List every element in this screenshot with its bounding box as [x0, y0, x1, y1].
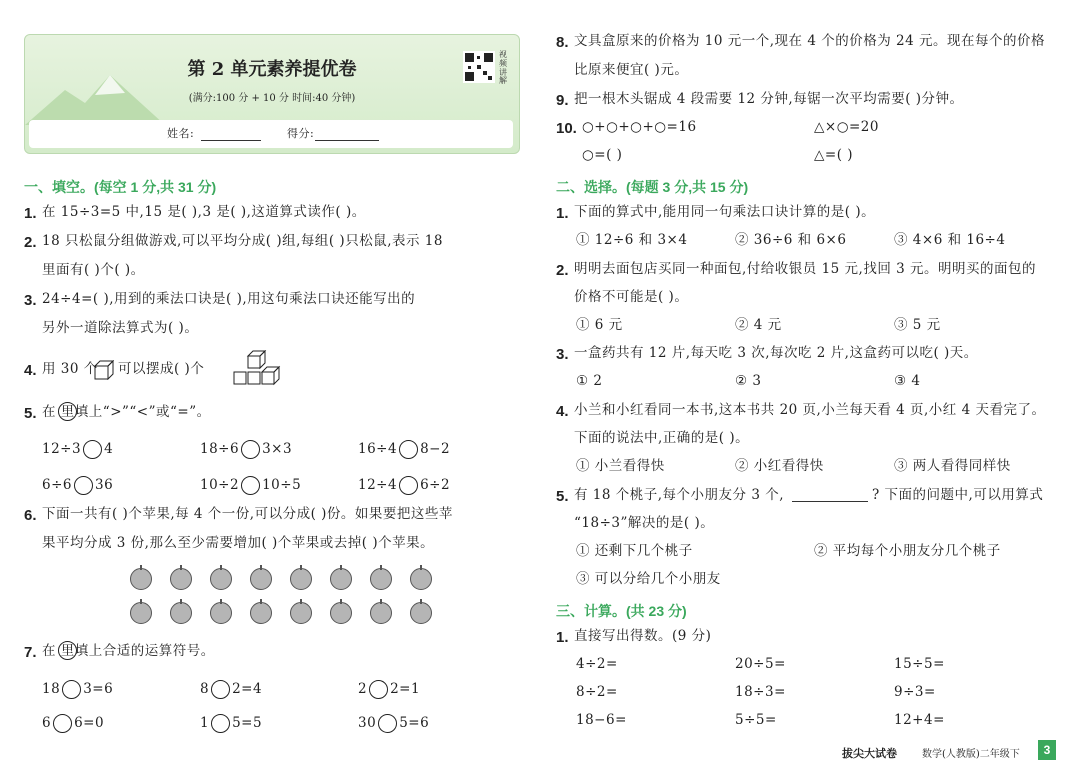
- q4-number: 4.: [24, 362, 37, 379]
- q3-text-a: 24÷4=( ),用到的乘法口诀是( ),用这句乘法口诀还能写出的: [42, 291, 416, 307]
- page-title: 第 2 单元素养提优卷: [187, 59, 357, 80]
- calc-item-9: 12+4=: [894, 712, 945, 728]
- score-field[interactable]: [315, 140, 379, 141]
- q7-circle-sample: [58, 641, 77, 660]
- apple-icon: [170, 568, 192, 590]
- apple-icon: [210, 602, 232, 624]
- small-cube-icon: [94, 360, 114, 380]
- name-field[interactable]: [201, 140, 261, 141]
- q8-text-a: 文具盒原来的价格为 10 元一个,现在 4 个的价格为 24 元。现在每个的价格: [574, 33, 1045, 49]
- q5-circle-sample: [58, 402, 77, 421]
- q5-text: 在 里填上“>”“<”或“=”。: [42, 404, 211, 420]
- apple-icon: [290, 568, 312, 590]
- c2-option-3[interactable]: ③ 5 元: [894, 317, 941, 333]
- c1-option-1[interactable]: ① 12÷6 和 3×4: [576, 232, 688, 248]
- q5-item-3: 16÷4 8−2: [358, 441, 451, 457]
- apple-icon: [130, 602, 152, 624]
- c1-number: 1.: [556, 205, 569, 222]
- q7-item-4: 6 6=0: [42, 715, 105, 731]
- c4-text-b: 下面的说法中,正确的是( )。: [574, 430, 750, 446]
- q3-text-b: 另外一道除法算式为( )。: [42, 320, 199, 336]
- c3-option-2[interactable]: ② 3: [735, 373, 762, 389]
- apple-icon: [330, 602, 352, 624]
- q5-item-1: 12÷3 4: [42, 441, 114, 457]
- q8-number: 8.: [556, 34, 569, 51]
- compare-circle[interactable]: [241, 476, 260, 495]
- q2-text-b: 里面有( )个( )。: [42, 262, 145, 278]
- c5-option-3[interactable]: ③ 可以分给几个小朋友: [576, 571, 721, 587]
- footer-brand: 拔尖大试卷: [842, 748, 897, 760]
- operator-circle[interactable]: [211, 714, 230, 733]
- c5-text-a: 有 18 个桃子,每个小朋友分 3 个,: [574, 487, 785, 503]
- calc-item-8: 5÷5=: [735, 712, 777, 728]
- q3-number: 3.: [24, 292, 37, 309]
- q4-text-a: 用 30 个: [42, 361, 98, 377]
- c3-option-1[interactable]: ① 2: [576, 373, 603, 389]
- q5-item-2: 18÷6 3×3: [200, 441, 293, 457]
- c5-number: 5.: [556, 488, 569, 505]
- q6-number: 6.: [24, 507, 37, 524]
- q7-item-5: 1 5=5: [200, 715, 263, 731]
- page-number: 3: [1038, 740, 1056, 760]
- q2-text-a: 18 只松鼠分组做游戏,可以平均分成( )组,每组( )只松鼠,表示 18: [42, 233, 443, 249]
- apple-icon: [130, 568, 152, 590]
- c3-option-3[interactable]: ③ 4: [894, 373, 921, 389]
- qr-code-icon: [463, 51, 495, 83]
- q7-item-3: 2 2=1: [358, 681, 421, 697]
- c4-option-2[interactable]: ② 小红看得快: [735, 458, 824, 474]
- footer-subject: 数学(人教版)二年级下: [922, 749, 1020, 760]
- section-calc: 三、计算。(共 23 分): [556, 603, 687, 619]
- c4-number: 4.: [556, 403, 569, 420]
- q9-number: 9.: [556, 92, 569, 109]
- c1-option-2[interactable]: ② 36÷6 和 6×6: [735, 232, 847, 248]
- cube-stack-icon: [232, 350, 288, 388]
- c5-blank[interactable]: [792, 501, 868, 502]
- c2-text-a: 明明去面包店买同一种面包,付给收银员 15 元,找回 3 元。明明买的面包的: [574, 261, 1037, 277]
- q4-text-b: 可以摆成( )个: [118, 361, 205, 377]
- k1-text: 直接写出得数。(9 分): [574, 628, 712, 644]
- calc-item-6: 9÷3=: [894, 684, 936, 700]
- apple-icon: [370, 602, 392, 624]
- q7-item-6: 30 5=6: [358, 715, 430, 731]
- apple-icon: [250, 568, 272, 590]
- name-score-bar: [29, 120, 513, 148]
- calc-item-1: 4÷2=: [576, 656, 618, 672]
- c5-option-2[interactable]: ② 平均每个小朋友分几个桃子: [814, 543, 1001, 559]
- q1-text: 在 15÷3=5 中,15 是( ),3 是( ),这道算式读作( )。: [42, 204, 366, 220]
- apple-icon: [250, 602, 272, 624]
- c2-option-2[interactable]: ② 4 元: [735, 317, 782, 333]
- compare-circle[interactable]: [74, 476, 93, 495]
- section-fill-blank: 一、填空。(每空 1 分,共 31 分): [24, 179, 217, 195]
- q7-text: 在 里填上合适的运算符号。: [42, 643, 215, 659]
- apple-icon: [170, 602, 192, 624]
- c4-text-a: 小兰和小红看同一本书,这本书共 20 页,小兰每天看 4 页,小红 4 天看完了。: [574, 402, 1046, 418]
- calc-item-7: 18−6=: [576, 712, 627, 728]
- c2-number: 2.: [556, 262, 569, 279]
- operator-circle[interactable]: [62, 680, 81, 699]
- q8-text-b: 比原来便宜( )元。: [574, 62, 689, 78]
- apple-icon: [210, 568, 232, 590]
- q5-item-5: 10÷2 10÷5: [200, 477, 302, 493]
- q9-text: 把一根木头锯成 4 段需要 12 分钟,每锯一次平均需要( )分钟。: [574, 91, 964, 107]
- c4-option-1[interactable]: ① 小兰看得快: [576, 458, 665, 474]
- q10-equation-a: ○+○+○+○=16: [582, 119, 697, 135]
- apple-icon: [330, 568, 352, 590]
- apple-icon: [370, 568, 392, 590]
- calc-item-2: 20÷5=: [735, 656, 786, 672]
- name-label: 姓名:: [167, 127, 195, 140]
- q10-answer-triangle: △=( ): [814, 147, 854, 163]
- header-card: [24, 34, 520, 154]
- compare-circle[interactable]: [399, 476, 418, 495]
- k1-number: 1.: [556, 629, 569, 646]
- c3-text: 一盒药共有 12 片,每天吃 3 次,每次吃 2 片,这盒药可以吃( )天。: [574, 345, 978, 361]
- c5-option-1[interactable]: ① 还剩下几个桃子: [576, 543, 693, 559]
- q5-item-4: 6÷6 36: [42, 477, 114, 493]
- compare-circle[interactable]: [399, 440, 418, 459]
- calc-item-5: 18÷3=: [735, 684, 786, 700]
- q7-item-2: 8 2=4: [200, 681, 263, 697]
- q6-text-a: 下面一共有( )个苹果,每 4 个一份,可以分成( )份。如果要把这些苹: [42, 506, 453, 522]
- calc-item-4: 8÷2=: [576, 684, 618, 700]
- page-subtitle: (满分:100 分 + 10 分 时间:40 分钟): [188, 93, 356, 104]
- q2-number: 2.: [24, 234, 37, 251]
- qr-label: 视频讲解: [499, 50, 507, 86]
- q7-item-1: 18 3=6: [42, 681, 114, 697]
- c3-number: 3.: [556, 346, 569, 363]
- c1-option-3[interactable]: ③ 4×6 和 16÷4: [894, 232, 1006, 248]
- compare-circle[interactable]: [83, 440, 102, 459]
- q1-number: 1.: [24, 205, 37, 222]
- c5-text-b: “18÷3”解决的是( )。: [574, 515, 715, 531]
- compare-circle[interactable]: [241, 440, 260, 459]
- apple-icon: [290, 602, 312, 624]
- apple-icon: [410, 568, 432, 590]
- q5-number: 5.: [24, 405, 37, 422]
- q5-item-6: 12÷4 6÷2: [358, 477, 451, 493]
- q7-number: 7.: [24, 644, 37, 661]
- c4-option-3[interactable]: ③ 两人看得同样快: [894, 458, 1011, 474]
- c2-option-1[interactable]: ① 6 元: [576, 317, 623, 333]
- q10-number: 10.: [556, 120, 577, 137]
- operator-circle[interactable]: [378, 714, 397, 733]
- operator-circle[interactable]: [211, 680, 230, 699]
- c5-text-a2: ? 下面的问题中,可以用算式: [872, 487, 1044, 503]
- q6-text-b: 果平均分成 3 份,那么至少需要增加( )个苹果或去掉( )个苹果。: [42, 535, 435, 551]
- q10-answer-circle: ○=( ): [582, 147, 623, 163]
- calc-item-3: 15÷5=: [894, 656, 945, 672]
- q10-equation-b: △×○=20: [814, 119, 879, 135]
- c1-text: 下面的算式中,能用同一句乘法口诀计算的是( )。: [574, 204, 876, 220]
- c2-text-b: 价格不可能是( )。: [574, 289, 689, 305]
- apple-icon: [410, 602, 432, 624]
- score-label: 得分:: [287, 127, 315, 140]
- section-choice: 二、选择。(每题 3 分,共 15 分): [556, 179, 749, 195]
- operator-circle[interactable]: [369, 680, 388, 699]
- operator-circle[interactable]: [53, 714, 72, 733]
